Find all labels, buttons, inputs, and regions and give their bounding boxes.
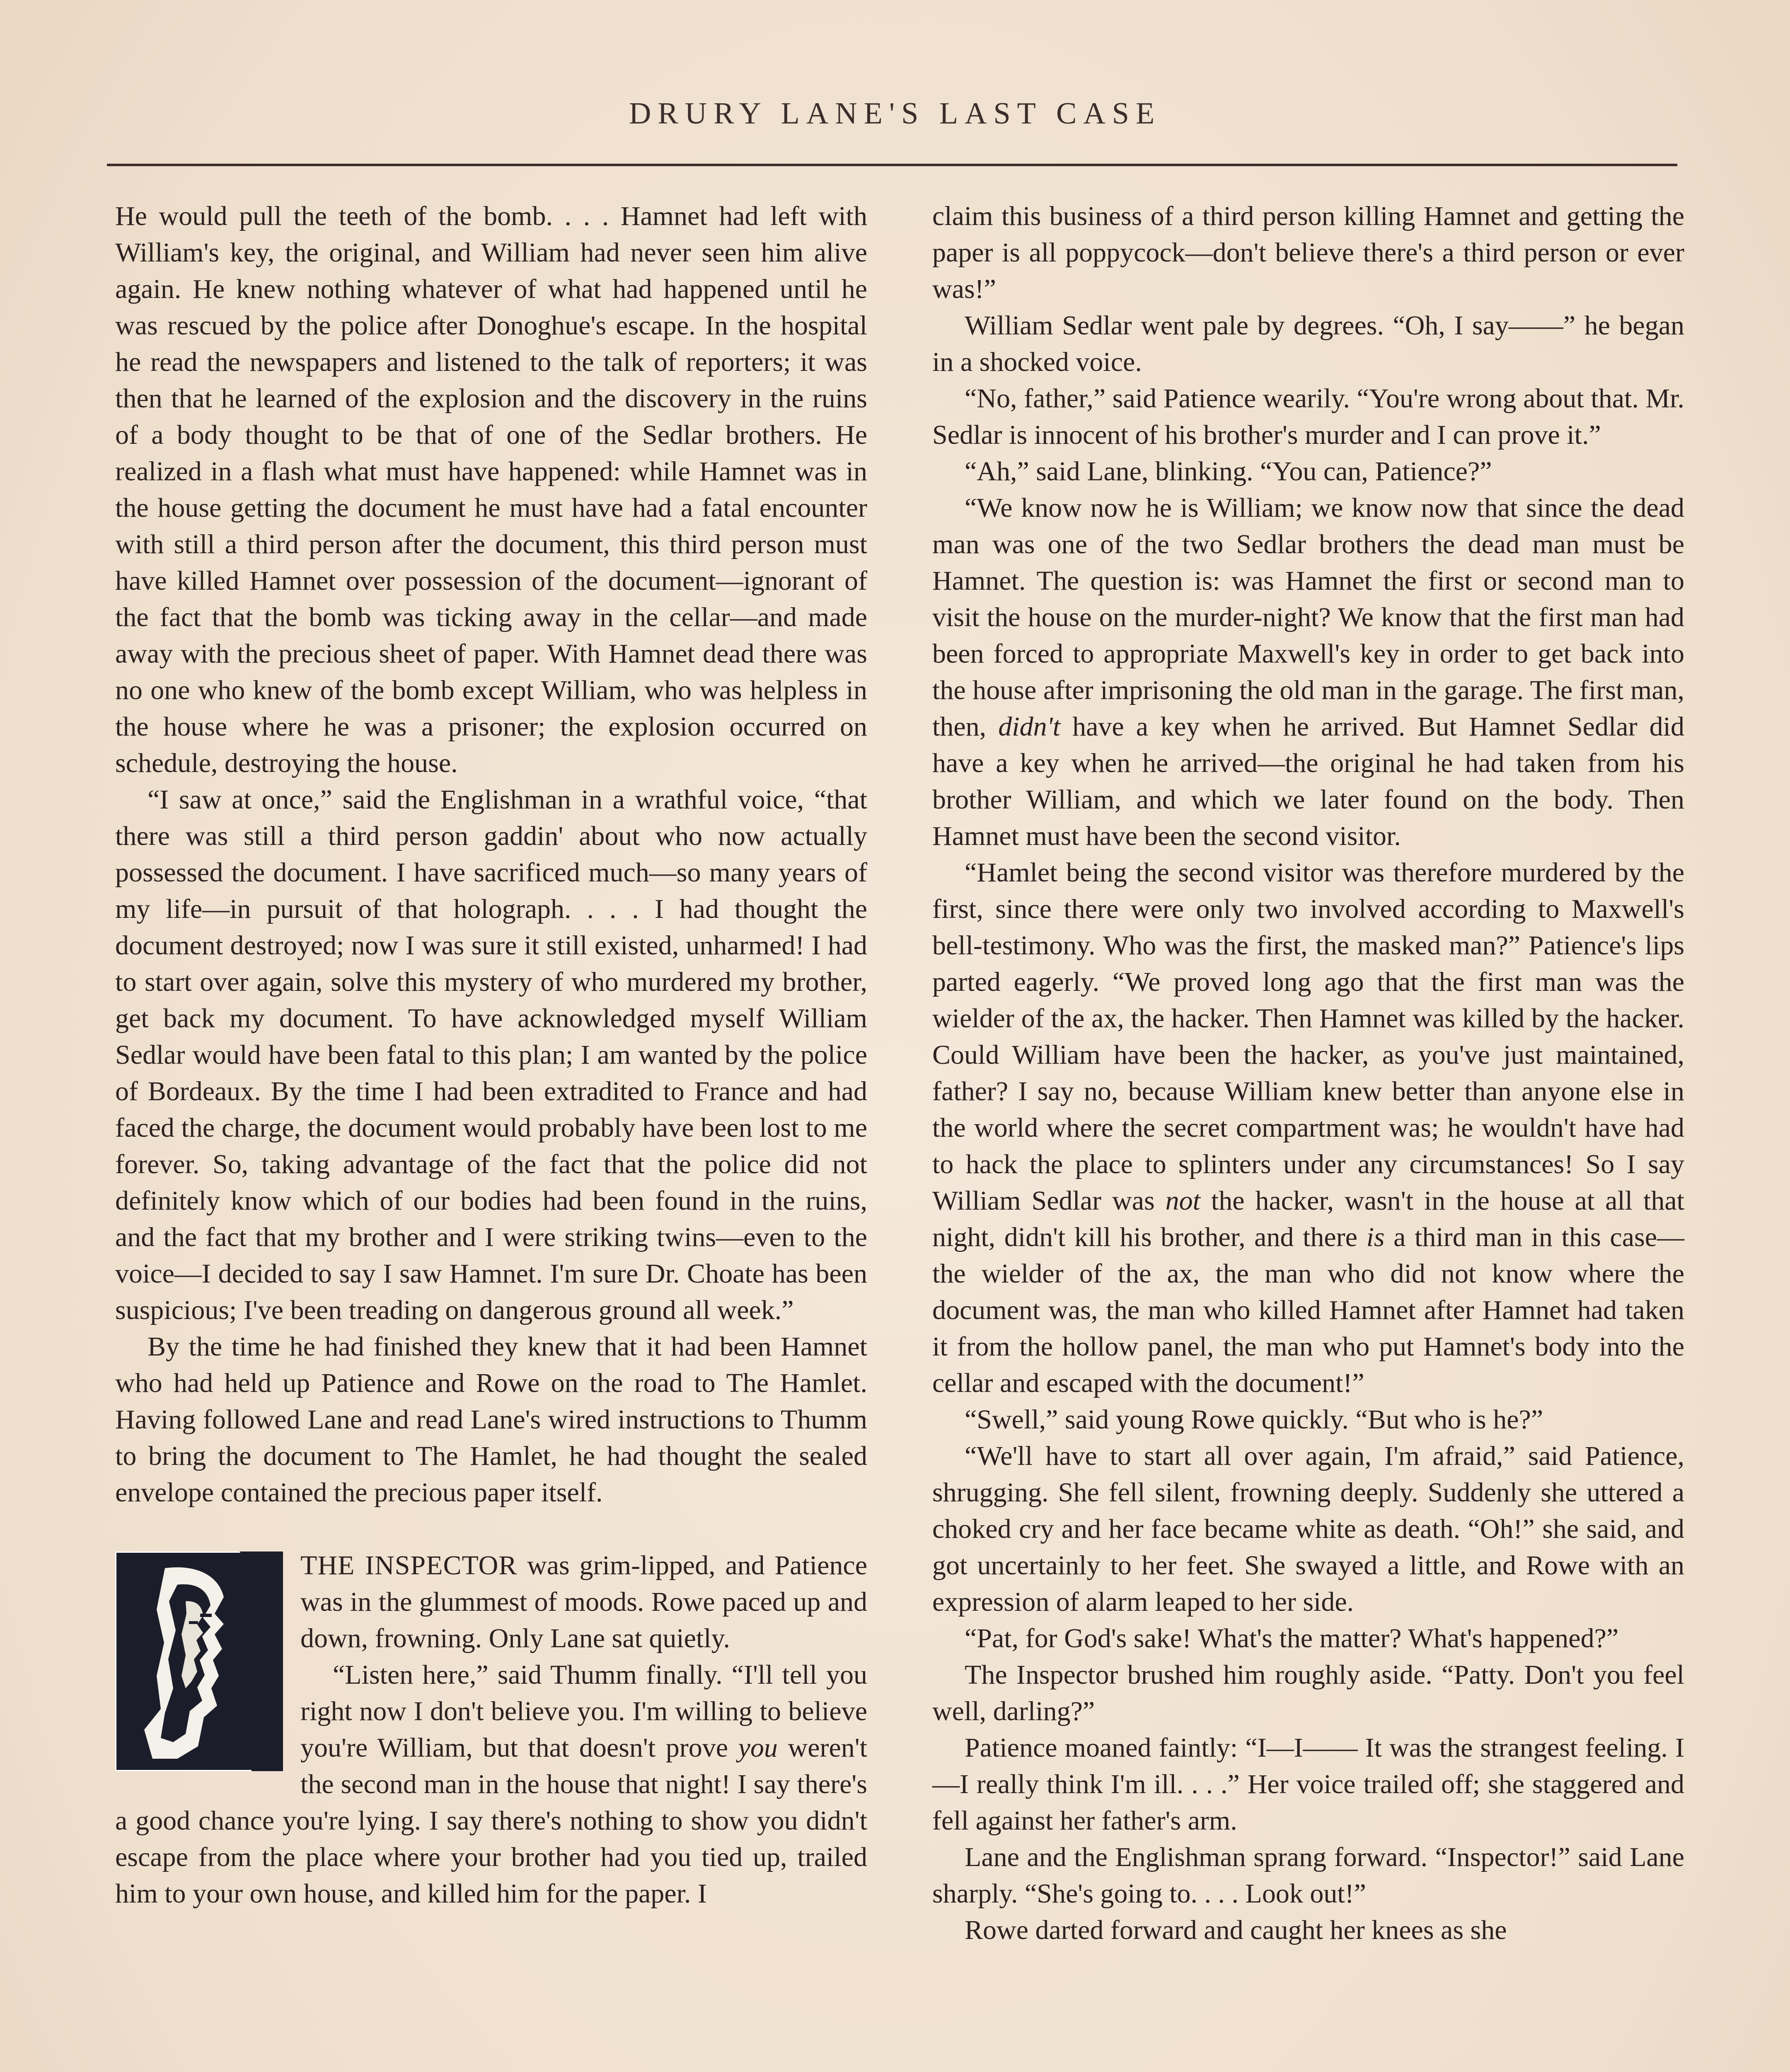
paragraph: “Ah,” said Lane, blinking. “You can, Patience?”: [965, 456, 1492, 487]
paragraph: “Swell,” said young Rowe quickly. “But who is he?”: [965, 1404, 1543, 1435]
paragraph: He would pull the teeth of the bomb. . . . Hamnet had left with William's key, the original, and William had never seen him alive again. He knew nothing whatever of what had happened until he was rescued by the police after Donoghue's escape. In the hospital he read the newspapers and listened to the talk of reporters; it was then that he learned of the explosion and the discovery in the ruins of a body thought to be that of one of the Sedlar brothers. He realized in a flash what must have happened: while Hamnet was in the house getting the document he must have had a fatal encounter with still a third person after the document, this third person must have killed Hamnet over possession of the document—ignorant of the fact that the bomb was ticking away in the cellar—and made away with the precious sheet of paper. With Hamnet dead there was no one who knew of the bomb except William, who was helpless in the house where he was a prisoner; the explosion occurred on schedule, destroying the house.: [115, 201, 867, 778]
paragraph: “I saw at once,” said the Englishman in a wrathful voice, “that there was still a third person gaddin' about who now actually possessed the document. I have sacrificed much—so many years of my life—in pursuit of that holograph. . . . I had thought the document destroyed; now I was sure it still existed, unharmed! I had to start over again, solve this mystery of who murdered my brother, get back my document. To have acknowledged myself William Sedlar would have been fatal to this plan; I am wanted by the police of Bordeaux. By the time I had been extradited to France and had faced the charge, the document would probably have been lost to me forever. So, taking advantage of the fact that the police did not definitely know which of our bodies had been found in the ruins, and the fact that my brother and I were striking twins—even to the voice—I decided to say I saw Hamnet. I'm sure Dr. Choate has been suspicious; I've been treading on dangerous ground all week.”: [115, 784, 867, 1325]
paragraph: “We know now he is William; we know now that since the dead man was one of the two Sedlar brothers the dead man must be Hamnet. The question is: was Hamnet the first or second man to visit the house on the murder-night? We know that the first man had been forced to appropriate Maxwell's key in order to get back into the house after imprisoning the old man in the garage. The first man, then, didn't have a key when he arrived. But Hamnet Sedlar did have a key when he arrived—the original he had taken from his brother William, and which we later found on the body. Then Hamnet must have been the second visitor.: [932, 493, 1684, 851]
paragraph: claim this business of a third person killing Hamnet and getting the paper is all poppycock—don't believe there's a third person or ever was!”: [932, 201, 1684, 304]
paragraph: William Sedlar went pale by degrees. “Oh, I say——” he began in a shocked voice.: [932, 310, 1684, 377]
section-lead-in: THE INSPECTOR: [300, 1550, 518, 1581]
paragraph: Lane and the Englishman sprang forward. “Inspector!” said Lane sharply. “She's going to. . . . Look out!”: [932, 1842, 1684, 1909]
header-rule: [107, 164, 1677, 166]
paragraph: The Inspector brushed him roughly aside. “Patty. Don't you feel well, darling?”: [932, 1660, 1684, 1726]
running-head: DRURY LANE'S LAST CASE: [629, 97, 1161, 131]
paragraph: Rowe darted forward and caught her knees as she: [965, 1915, 1507, 1945]
paragraph: Patience moaned faintly: “I—I—— It was the strangest feeling. I—I really think I'm ill. . . .” Her voice trailed off; she staggered and fell against her father's arm.: [932, 1733, 1684, 1836]
paragraph: “No, father,” said Patience wearily. “You're wrong about that. Mr. Sedlar is innocent of his brother's murder and I can prove it.”: [932, 383, 1684, 450]
left-column: [115, 198, 867, 1912]
paragraph: By the time he had finished they knew that it had been Hamnet who had held up Patience and Rowe on the road to The Hamlet. Having followed Lane and read Lane's wired instructions to Thumm to bring the document to The Hamlet, he had thought the sealed envelope contained the precious paper itself.: [115, 1331, 867, 1508]
paragraph: THE INSPECTOR was grim-lipped, and Patience was in the glummest of moods. Rowe paced up and down, frowning. Only Lane sat quietly.: [300, 1550, 867, 1653]
right-column: [932, 198, 1684, 1949]
paragraph: “Listen here,” said Thumm finally. “I'll tell you right now I don't believe you. I'm willing to believe you're William, but that doesn't prove you weren't the second man in the house that night! I say there's a good chance you're lying. I say there's nothing to show you didn't escape from the place where your brother had you tied up, trailed him to your own house, and killed him for the paper. I: [115, 1660, 867, 1909]
paragraph: “We'll have to start all over again, I'm afraid,” said Patience, shrugging. She fell silent, frowning deeply. Suddenly she uttered a choked cry and her face became white as death. “Oh!” she said, and got uncertainly to her feet. She swayed a little, and Rowe with an expression of alarm leaped to her side.: [932, 1441, 1684, 1617]
paragraph: “Pat, for God's sake! What's the matter? What's happened?”: [965, 1623, 1619, 1653]
paragraph: “Hamlet being the second visitor was therefore murdered by the first, since there were only two involved according to Maxwell's bell-testimony. Who was the first, the masked man?” Patience's lips parted eagerly. “We proved long ago that the first man was the wielder of the ax, the hacker. Then Hamnet was killed by the hacker. Could William have been the hacker, as you've just maintained, father? I say no, because William knew better than anyone else in the world where the secret compartment was; he wouldn't have had to hack the place to splinters under any circumstances! So I say William Sedlar was not the hacker, wasn't in the house at all that night, didn't kill his brother, and there is a third man in this case—the wielder of the ax, the man who did not know where the document was, the man who killed Hamnet after Hamnet had taken it from the hollow panel, the man who put Hamnet's body into the cellar and escaped with the document!”: [932, 857, 1684, 1398]
section-break: [115, 1511, 867, 1547]
section-ornament-faces-illustration: [115, 1552, 283, 1771]
faces-illustration-icon: [115, 1552, 283, 1771]
